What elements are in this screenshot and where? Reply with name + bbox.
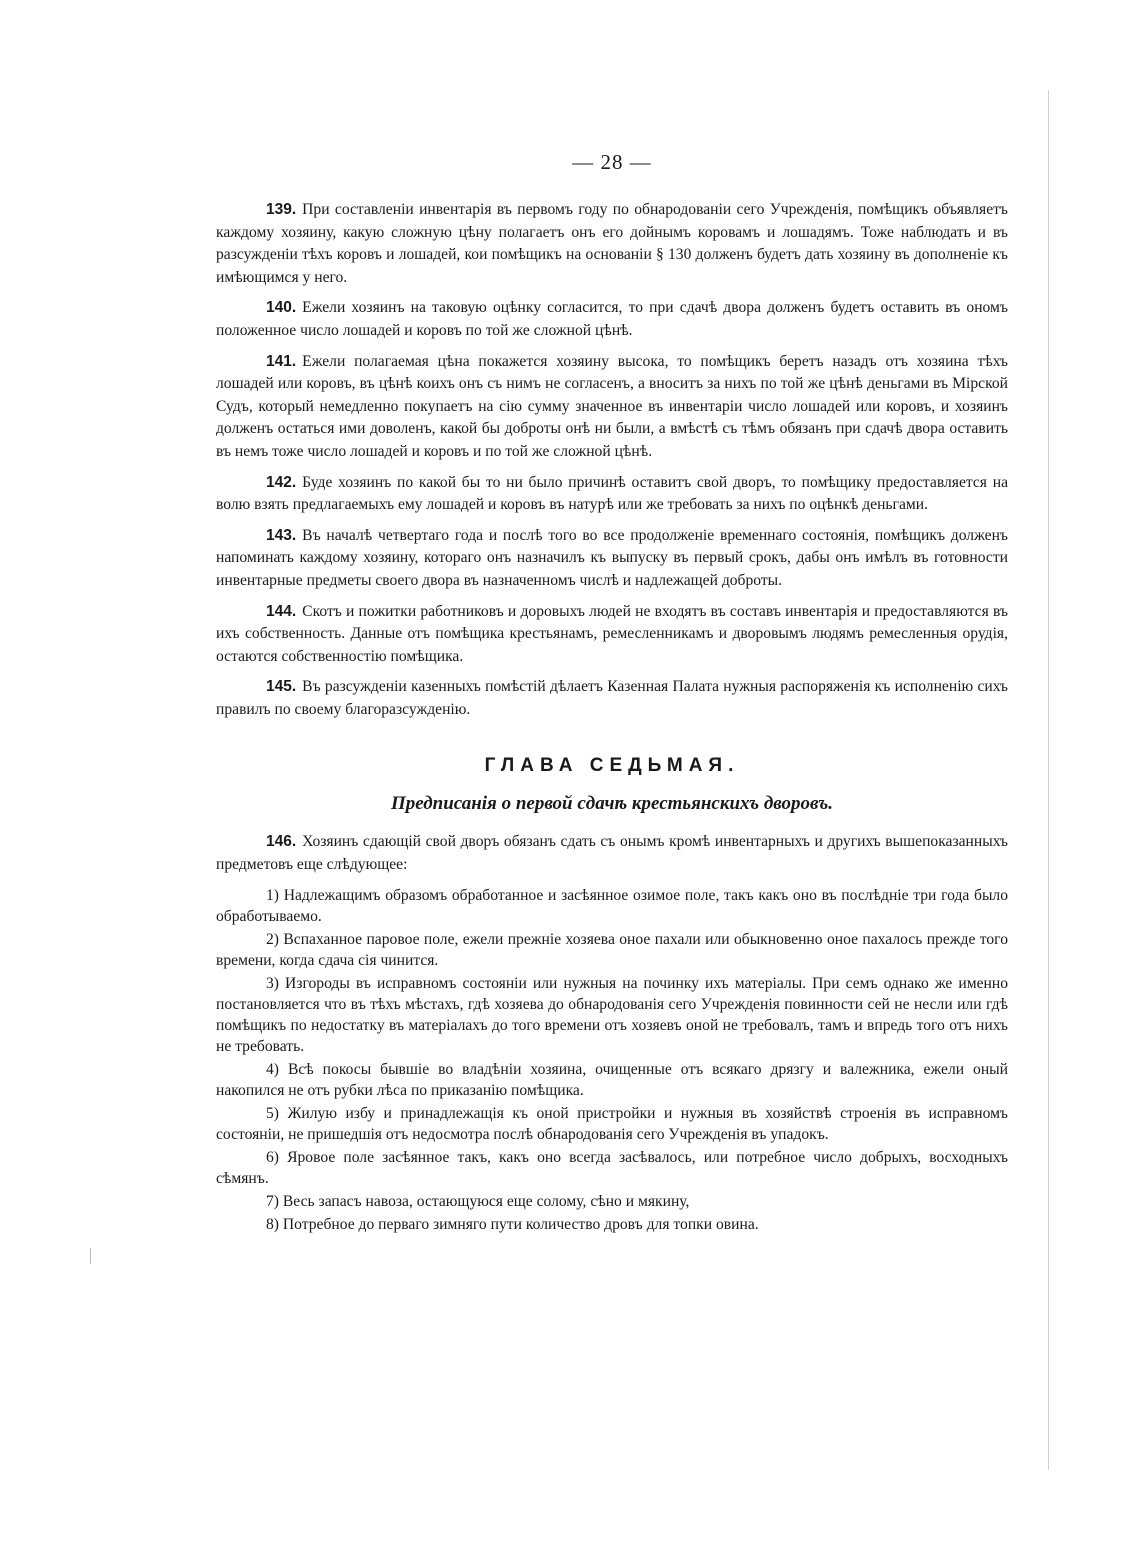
list-item: 8) Потребное до перваго зимняго пути количество дровъ для топки овина. xyxy=(266,1215,759,1233)
page-margin-line xyxy=(1048,90,1049,1470)
article-number: 142. xyxy=(266,473,297,491)
article-text: При составленіи инвентарія въ первомъ году по обнародованіи сего Учрежденія, помѣщикъ объявляетъ каждому хозяину, какую сложную цѣну полагаетъ онъ его дойнымъ коровамъ и лошадямъ. Тоже наблюдать и въ разсужденіи тѣхъ коровъ и лошадей, кои помѣщикъ на основаніи § 130 долженъ будетъ дать хозяину въ дополненіе къ имѣющимся у него. xyxy=(216,201,1008,286)
article-text: Хозяинъ сдающій свой дворъ обязанъ сдать съ онымъ кромѣ инвентарныхъ и другихъ вышепоказанныхъ предметовъ еще слѣдующее: xyxy=(216,833,1008,874)
article-number: 145. xyxy=(266,678,297,696)
article-number: 144. xyxy=(266,602,297,620)
articles-section xyxy=(216,199,1008,721)
article-145 xyxy=(216,676,1008,721)
list-item: 1) Надлежащимъ образомъ обработанное и засѣянное озимое поле, такъ какъ оно въ послѣдніе три года было обработываемо. xyxy=(216,886,1008,925)
article-number: 140. xyxy=(266,299,297,317)
article-141 xyxy=(216,351,1008,464)
list-item: 5) Жилую избу и принадлежащія къ оной пристройки и нужныя въ хозяйствѣ строенія въ исправномъ состояніи, не пришедшія отъ недосмотра послѣ обнародованія сего Учрежденія въ упадокъ. xyxy=(216,1104,1008,1143)
article-139 xyxy=(216,199,1008,289)
article-143 xyxy=(216,525,1008,593)
article-text: Скотъ и пожитки работниковъ и доровыхъ людей не входятъ въ составъ инвентарія и предоставляются въ ихъ собственность. Данные отъ помѣщика крестьянамъ, ремесленникамъ и дворовымъ людямъ ремесленныя орудія, остаются собственностію помѣщика. xyxy=(216,602,1008,665)
article-number: 139. xyxy=(266,201,297,218)
article-text: Ежели полагаемая цѣна покажется хозяину высока, то помѣщикъ беретъ назадъ отъ хозяина тѣхъ лошадей или коровъ, въ цѣнѣ коихъ онъ съ нимъ не согласенъ, а вноситъ за нихъ по той же цѣнѣ деньгами въ Мірской Судъ, который немедленно покупаетъ на сію сумму значенное въ инвентаріи число лошадей или коровъ, и хозяинъ долженъ остаться ими доволенъ, какой бы доброты онѣ ни были, а вмѣстѣ съ тѣмъ обязанъ при сдачѣ двора оставить въ немъ тоже число лошадей и коровъ и по той же сложной цѣнѣ. xyxy=(216,352,1008,460)
article-text: Въ разсужденіи казенныхъ помѣстій дѣлаетъ Казенная Палата нужныя распоряженія къ исполненію сихъ правилъ по своему благоразсужденію. xyxy=(216,678,1008,718)
article-140 xyxy=(216,297,1008,342)
article-number: 146. xyxy=(266,833,297,851)
list-item: 3) Изгороды въ исправномъ состояніи или нужныя на починку ихъ матеріалы. При семъ однако же именно постановляется что въ тѣхъ мѣстахъ, гдѣ хозяева до обнародованія сего Учрежденія повинности сей не несли или гдѣ помѣщикъ по недостатку въ матеріалахъ до того времени отъ хозяевъ оной не требовалъ, тамъ и впредь того отъ нихъ не требовать. xyxy=(216,974,1008,1055)
article-144 xyxy=(216,601,1008,669)
article-text: Буде хозяинъ по какой бы то ни было причинѣ оставитъ свой дворъ, то помѣщику предоставляется на волю взять предлагаемыхъ ему лошадей и коровъ въ натурѣ или же требовать за нихъ по оцѣнкѣ деньгами. xyxy=(216,473,1008,514)
article-text: Въ началѣ четвертаго года и послѣ того во все продолженіе временнаго состоянія, помѣщикъ долженъ напоминать каждому хозяину, котораго онъ назначилъ къ выпуску въ первый срокъ, дабы онъ имѣлъ въ готовности инвентарные предметы своего двора въ назначенномъ числѣ и надлежащей доброты. xyxy=(216,526,1008,589)
article-number: 141. xyxy=(266,352,297,370)
article-146-items xyxy=(216,885,1008,1235)
article-number: 143. xyxy=(266,526,297,544)
article-146 xyxy=(216,831,1008,876)
list-item: 6) Яровое поле засѣянное такъ, какъ оно всегда засѣвалось, или потребное число добрыхъ, восходныхъ сѣмянъ. xyxy=(216,1148,1008,1187)
article-142 xyxy=(216,472,1008,517)
page-number: — 28 — xyxy=(572,150,652,174)
chapter-title: ГЛАВА СЕДЬМАЯ. xyxy=(484,755,740,777)
page-margin-mark xyxy=(90,1248,91,1264)
article-text: Ежели хозяинъ на таковую оцѣнку согласится, то при сдачѣ двора долженъ будетъ оставить въ ономъ положенное число лошадей и коровъ по той же сложной цѣнѣ. xyxy=(216,299,1008,339)
list-item: 4) Всѣ покосы бывшіе во владѣніи хозяина, очищенные отъ всякаго дрязгу и валежника, ежели оный накопился не отъ рубки лѣса по приказанію помѣщика. xyxy=(216,1060,1008,1099)
document-page xyxy=(216,150,1008,1237)
chapter-subtitle: Предписанія о первой сдачѣ крестьянскихъ дворовъ. xyxy=(390,793,834,815)
list-item: 2) Вспаханное паровое поле, ежели прежніе хозяева оное пахали или обыкновенно оное пахалось прежде того времени, когда сдача сія чинится. xyxy=(216,930,1008,969)
list-item: 7) Весь запасъ навоза, остающуюся еще солому, сѣно и мякину, xyxy=(266,1192,690,1210)
